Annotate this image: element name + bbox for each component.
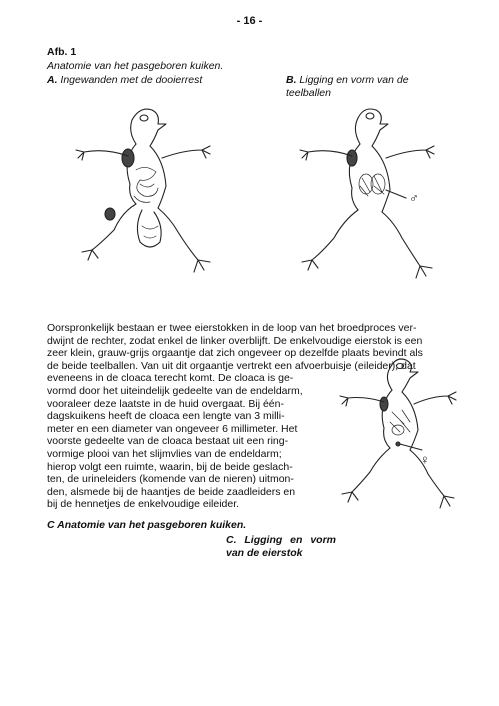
text-line: vooraleer deze laatste in de huid overgaat. Bij één-	[47, 397, 284, 410]
page-number: - 16 -	[236, 15, 263, 27]
text-line: vormd door het uiteindelijk gedeelte van de endeldarm,	[47, 385, 303, 397]
text-line: dagskuikens heeft de cloaca een lengte van 3 milli-	[47, 410, 285, 423]
body-paragraph-column	[47, 385, 334, 511]
text-line: de beide teelballen. Van uit dit orgaantje vertrekt een afvoerbuisje (eileider), dat	[47, 359, 416, 372]
panel-a-letter: A.	[47, 74, 58, 86]
figure-label: Afb. 1	[47, 46, 77, 58]
text-line: zeer klein, grauw-grijs orgaantje dat zich ongeveer op dezelfde plaats bevindt als	[47, 347, 423, 360]
panel-b-text: Ligging en vorm van de teelballen	[286, 74, 409, 99]
panel-b-letter: B.	[286, 74, 297, 86]
text-line: Oorspronkelijk bestaan er twee eierstokken in de loop van het broedproces ver-	[47, 322, 417, 334]
panel-c-subcaption: C. Ligging en vorm van de eierstok	[226, 534, 336, 559]
text-line: dwijnt de rechter, zodat enkel de linker overblijft. De enkelvoudige eierstok is een	[47, 334, 423, 347]
panel-a-text: Ingewanden met de dooierrest	[60, 74, 203, 86]
text-line: hierop volgt een ruimte, waarin, bij de beide geslach-	[47, 460, 293, 473]
text-line: meter en een diameter van ongeveer 6 millimeter. Het	[47, 422, 298, 435]
male-symbol: ♂	[409, 190, 419, 205]
female-symbol: ♀	[420, 452, 430, 467]
chick-illustration-b	[290, 100, 460, 310]
text-line: bij de hennetjes de enkelvoudige eileider.	[47, 498, 240, 511]
panel-c-caption: C Anatomie van het pasgeboren kuiken.	[47, 519, 247, 531]
panel-b-caption	[286, 74, 446, 100]
text-line: vormige plooi van het slijmvlies van de endeldarm;	[47, 447, 282, 460]
chick-illustration-a	[70, 100, 240, 310]
text-line: den, alsmede bij de haantjes de beide zaadleiders en	[47, 485, 296, 498]
chick-illustration-c	[336, 352, 466, 532]
text-line: eveneens in de cloaca terecht komt. De cloaca is ge-	[47, 372, 294, 385]
text-line: ten, de urineleiders (komende van de nieren) uitmon-	[47, 473, 294, 486]
text-line: voorste gedeelte van de cloaca bestaat uit een ring-	[47, 435, 289, 448]
figure-caption: Anatomie van het pasgeboren kuiken.	[47, 60, 224, 72]
panel-a-caption	[47, 74, 202, 86]
